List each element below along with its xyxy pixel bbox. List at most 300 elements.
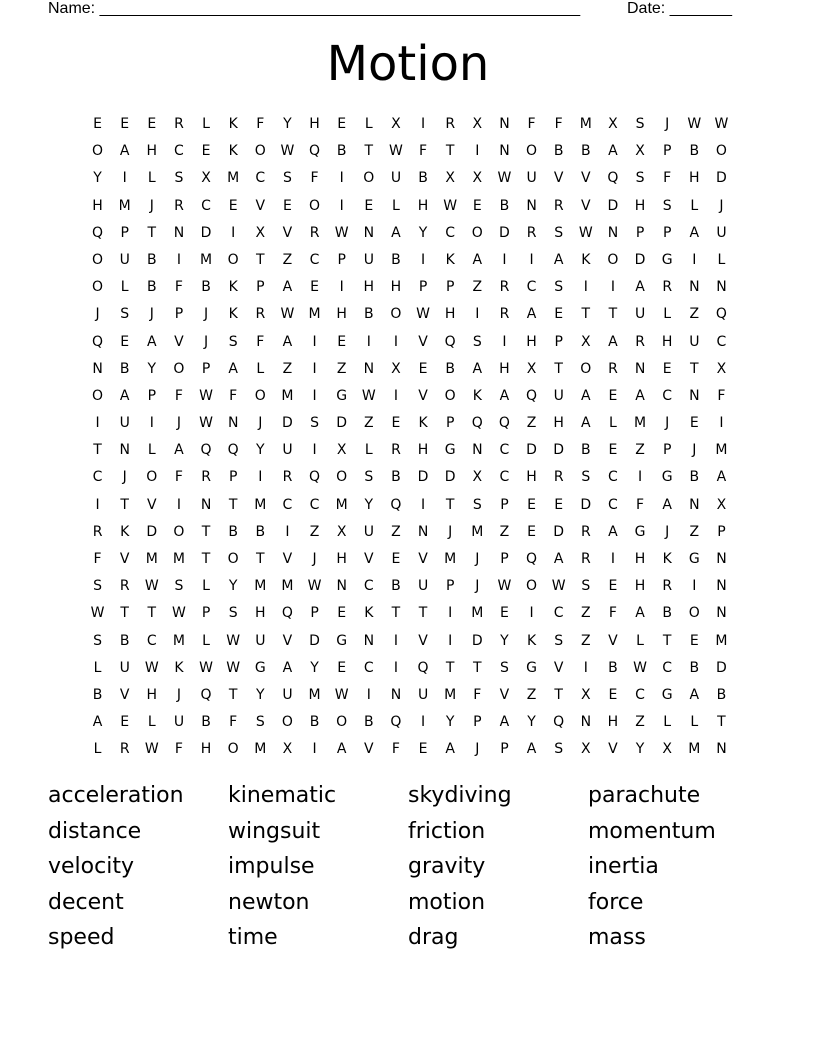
grid-letter: W <box>90 605 105 622</box>
grid-letter: M <box>281 387 294 404</box>
grid-letter: E <box>527 523 536 540</box>
grid-letter: G <box>336 632 348 649</box>
grid-letter: X <box>581 686 591 703</box>
grid-letter: M <box>227 170 240 187</box>
grid-letter: P <box>500 496 509 513</box>
grid-letter: H <box>553 415 564 432</box>
grid-letter: S <box>174 170 184 187</box>
grid-letter: I <box>122 170 127 187</box>
grid-letter: I <box>393 387 398 404</box>
grid-letter: O <box>254 387 266 404</box>
grid-letter: L <box>202 578 210 595</box>
grid-letter: I <box>258 469 263 486</box>
grid-letter: W <box>497 170 512 187</box>
grid-letter: V <box>364 741 374 758</box>
grid-letter: K <box>445 251 455 268</box>
grid-letter: Y <box>635 741 645 758</box>
grid-letter: Z <box>635 714 645 731</box>
grid-letter: S <box>554 632 564 649</box>
grid-letter: R <box>526 224 537 241</box>
grid-letter: W <box>144 578 159 595</box>
grid-letter: P <box>174 306 184 323</box>
grid-letter: F <box>636 496 645 513</box>
grid-letter: E <box>554 306 564 323</box>
grid-letter: P <box>310 605 319 622</box>
grid-letter: Q <box>526 551 538 567</box>
grid-letter: W <box>199 659 213 676</box>
grid-letter: B <box>201 714 211 731</box>
grid-letter: W <box>389 143 403 160</box>
grid-letter: A <box>282 279 293 296</box>
grid-letter: Q <box>281 605 293 622</box>
grid-letter: I <box>420 251 426 268</box>
grid-letter: D <box>526 442 537 459</box>
grid-letter: F <box>717 387 726 404</box>
grid-letter: I <box>475 143 480 160</box>
grid-letter: O <box>92 279 104 296</box>
grid-letter: Q <box>471 415 483 432</box>
grid-letter: C <box>635 686 645 703</box>
grid-letter: I <box>95 496 100 513</box>
grid-letter: I <box>475 306 480 323</box>
grid-letter: H <box>200 741 212 758</box>
grid-letter: N <box>689 279 700 296</box>
grid-letter: P <box>445 578 455 595</box>
grid-letter: C <box>201 197 211 214</box>
grid-letter: N <box>689 387 700 404</box>
word-list-item: momentum <box>588 818 716 844</box>
grid-letter: T <box>473 659 482 676</box>
word-list-item: wingsuit <box>228 818 321 844</box>
grid-letter: R <box>391 442 401 459</box>
grid-letter: R <box>580 523 591 540</box>
grid-row <box>84 196 736 223</box>
grid-letter: T <box>554 360 563 377</box>
grid-letter: L <box>202 632 210 649</box>
grid-letter: W <box>334 686 349 703</box>
grid-letter: A <box>716 469 727 486</box>
grid-letter: E <box>120 714 130 731</box>
grid-letter: V <box>282 632 293 649</box>
grid-letter: J <box>312 551 317 567</box>
grid-row <box>84 250 736 277</box>
grid-letter: C <box>174 143 184 160</box>
grid-letter: Q <box>200 686 212 703</box>
grid-letter: H <box>689 170 700 187</box>
grid-letter: T <box>228 496 238 513</box>
grid-letter: O <box>607 251 619 268</box>
grid-letter: E <box>228 197 238 214</box>
grid-row <box>84 712 736 739</box>
grid-letter: B <box>147 279 157 296</box>
grid-letter: I <box>692 578 697 595</box>
grid-letter: S <box>662 197 672 214</box>
grid-letter: S <box>228 333 238 350</box>
grid-letter: Y <box>283 116 292 132</box>
grid-letter: B <box>689 469 700 486</box>
grid-letter: W <box>226 659 241 676</box>
grid-letter: B <box>499 197 510 214</box>
grid-letter: A <box>391 224 401 241</box>
grid-letter: O <box>309 197 321 214</box>
grid-letter: O <box>227 551 239 567</box>
grid-letter: H <box>390 279 402 296</box>
grid-letter: J <box>475 551 480 567</box>
grid-letter: A <box>608 333 618 350</box>
date-line: Date: _______ <box>627 0 732 17</box>
grid-letter: I <box>529 251 534 268</box>
grid-letter: P <box>201 360 211 377</box>
grid-letter: H <box>146 686 158 703</box>
grid-letter: M <box>118 197 131 214</box>
grid-letter: M <box>281 578 294 595</box>
grid-letter: B <box>364 714 374 731</box>
grid-letter: C <box>309 496 320 513</box>
grid-letter: A <box>282 659 293 676</box>
grid-letter: O <box>363 170 375 187</box>
grid-letter: H <box>146 143 158 160</box>
grid-letter: X <box>472 116 483 132</box>
word-list-item: mass <box>588 925 646 951</box>
grid-letter: P <box>473 714 482 731</box>
grid-letter: X <box>336 523 347 540</box>
grid-letter: H <box>255 605 266 622</box>
grid-letter: O <box>715 143 727 160</box>
grid-letter: A <box>635 605 645 622</box>
grid-row <box>84 114 736 141</box>
grid-letter: E <box>608 387 618 404</box>
grid-letter: I <box>448 632 453 649</box>
grid-letter: O <box>580 360 592 377</box>
grid-letter: W <box>633 659 647 676</box>
grid-letter: U <box>255 632 266 649</box>
grid-letter: B <box>553 143 564 160</box>
word-list <box>48 780 768 958</box>
grid-letter: I <box>285 523 290 540</box>
grid-letter: M <box>471 523 484 540</box>
grid-letter: J <box>665 415 670 432</box>
grid-letter: N <box>417 523 429 540</box>
grid-row <box>84 332 736 359</box>
grid-row <box>84 304 736 331</box>
grid-letter: B <box>336 143 347 160</box>
grid-letter: S <box>581 578 591 595</box>
grid-letter: Z <box>282 360 293 377</box>
grid-letter: Z <box>309 523 320 540</box>
grid-letter: B <box>391 469 401 486</box>
grid-letter: S <box>635 170 645 187</box>
grid-row <box>84 631 736 658</box>
grid-letter: I <box>502 333 507 350</box>
grid-letter: B <box>581 442 591 459</box>
word-list-item: distance <box>48 818 142 844</box>
grid-letter: M <box>308 306 321 323</box>
grid-letter: U <box>716 224 727 241</box>
grid-letter: I <box>176 251 181 268</box>
grid-letter: N <box>716 279 727 296</box>
grid-letter: M <box>145 551 158 567</box>
grid-letter: Z <box>689 306 700 323</box>
grid-letter: J <box>665 523 670 540</box>
grid-letter: N <box>689 496 700 513</box>
grid-letter: C <box>363 659 374 676</box>
grid-letter: O <box>688 605 700 622</box>
grid-letter: E <box>283 197 292 214</box>
grid-letter: T <box>120 496 129 513</box>
grid-letter: Y <box>418 224 428 241</box>
grid-letter: L <box>717 251 726 268</box>
grid-letter: W <box>199 387 213 404</box>
word-list-item: impulse <box>228 854 315 880</box>
grid-letter: I <box>339 170 344 187</box>
grid-letter: T <box>147 605 157 622</box>
grid-letter: G <box>444 442 456 459</box>
grid-letter: J <box>149 306 154 323</box>
grid-letter: Q <box>309 143 321 160</box>
grid-letter: Q <box>607 170 619 187</box>
grid-letter: Z <box>581 632 591 649</box>
grid-letter: F <box>256 116 265 132</box>
grid-letter: D <box>146 523 158 540</box>
grid-letter: V <box>553 659 564 676</box>
grid-letter: I <box>719 415 724 432</box>
grid-letter: V <box>255 197 266 214</box>
grid-letter: N <box>92 360 103 377</box>
grid-letter: W <box>226 632 241 649</box>
grid-letter: K <box>228 306 238 323</box>
grid-letter: E <box>364 197 374 214</box>
grid-letter: R <box>201 469 211 486</box>
grid-letter: K <box>662 551 672 567</box>
grid-letter: V <box>581 170 591 187</box>
grid-letter: F <box>174 279 183 296</box>
grid-letter: L <box>147 714 156 731</box>
grid-letter: J <box>122 469 127 486</box>
grid-letter: P <box>337 251 346 268</box>
grid-letter: H <box>417 442 429 459</box>
grid-letter: P <box>256 279 265 296</box>
grid-letter: F <box>310 170 319 187</box>
grid-letter: Z <box>391 523 401 540</box>
grid-letter: P <box>445 415 455 432</box>
grid-letter: E <box>337 116 347 132</box>
grid-letter: O <box>336 469 348 486</box>
grid-letter: T <box>690 360 699 377</box>
grid-letter: U <box>634 306 646 323</box>
grid-letter: R <box>174 197 184 214</box>
grid-letter: N <box>227 415 239 432</box>
grid-letter: G <box>254 659 266 676</box>
word-list-item: friction <box>408 818 486 844</box>
grid-letter: I <box>502 251 507 268</box>
grid-letter: I <box>610 551 615 567</box>
grid-letter: L <box>120 279 129 296</box>
grid-letter: W <box>551 578 566 595</box>
grid-letter: H <box>634 197 646 214</box>
grid-letter: H <box>336 306 347 323</box>
grid-letter: U <box>173 714 185 731</box>
grid-letter: C <box>662 659 673 676</box>
grid-letter: X <box>608 116 618 132</box>
grid-letter: O <box>146 469 158 486</box>
grid-letter: V <box>608 741 618 758</box>
grid-letter: E <box>120 116 130 132</box>
grid-letter: U <box>417 578 429 595</box>
grid-letter: A <box>689 686 700 703</box>
grid-letter: B <box>228 523 238 540</box>
word-list-item: velocity <box>48 854 134 880</box>
grid-letter: W <box>307 578 322 595</box>
word-list-item: acceleration <box>48 783 184 808</box>
grid-letter: T <box>120 605 129 622</box>
grid-letter: I <box>420 496 426 513</box>
grid-letter: X <box>336 442 347 459</box>
word-list-item: force <box>588 889 644 915</box>
word-list-item: skydiving <box>408 783 512 808</box>
grid-letter: R <box>635 333 645 350</box>
grid-letter: B <box>445 360 455 377</box>
grid-letter: A <box>581 415 591 432</box>
grid-letter: P <box>201 605 211 622</box>
grid-letter: Q <box>553 714 565 731</box>
grid-letter: I <box>231 224 236 241</box>
grid-letter: F <box>419 143 428 160</box>
grid-letter: I <box>366 686 371 703</box>
grid-letter: X <box>472 170 483 187</box>
grid-letter: O <box>281 714 293 731</box>
grid-letter: S <box>554 224 564 241</box>
grid-letter: A <box>635 279 645 296</box>
grid-letter: R <box>662 578 673 595</box>
grid-letter: T <box>608 306 618 323</box>
grid-letter: J <box>258 415 263 432</box>
grid-letter: W <box>714 116 729 132</box>
grid-letter: N <box>716 605 727 622</box>
grid-letter: G <box>661 469 673 486</box>
grid-letter: T <box>445 143 455 160</box>
grid-letter: K <box>228 143 238 160</box>
grid-letter: V <box>282 224 293 241</box>
grid-letter: W <box>443 197 458 214</box>
grid-letter: T <box>201 523 211 540</box>
grid-letter: O <box>173 523 185 540</box>
grid-letter: X <box>581 333 591 350</box>
grid-letter: A <box>499 714 510 731</box>
word-list-item: newton <box>228 889 310 915</box>
grid-letter: W <box>199 415 213 432</box>
word-list-item: speed <box>48 925 115 951</box>
grid-letter: D <box>716 659 727 676</box>
grid-letter: X <box>391 360 401 377</box>
grid-letter: T <box>418 605 428 622</box>
grid-letter: T <box>662 632 672 649</box>
grid-letter: A <box>119 387 130 404</box>
grid-letter: I <box>312 333 317 350</box>
grid-letter: F <box>663 170 672 187</box>
grid-letter: B <box>716 686 727 703</box>
grid-letter: V <box>174 333 184 350</box>
grid-letter: O <box>390 306 402 323</box>
grid-letter: M <box>715 442 728 459</box>
grid-letter: I <box>312 360 317 377</box>
grid-letter: E <box>527 496 536 513</box>
grid-letter: R <box>92 523 103 540</box>
grid-letter: A <box>553 251 564 268</box>
grid-letter: W <box>280 143 295 160</box>
grid-letter: M <box>172 551 185 567</box>
grid-letter: J <box>719 197 724 214</box>
grid-letter: Z <box>526 415 537 432</box>
grid-letter: P <box>662 143 672 160</box>
grid-letter: I <box>692 251 697 268</box>
grid-letter: O <box>444 387 456 404</box>
grid-letter: X <box>662 741 672 758</box>
grid-letter: S <box>581 469 591 486</box>
grid-letter: N <box>607 224 619 241</box>
grid-letter: Q <box>498 415 510 432</box>
grid-letter: I <box>393 333 398 350</box>
grid-letter: W <box>361 387 376 404</box>
grid-letter: N <box>390 686 402 703</box>
grid-letter: L <box>93 741 102 758</box>
grid-letter: A <box>174 442 184 459</box>
grid-letter: K <box>364 605 374 622</box>
grid-letter: F <box>554 116 563 132</box>
grid-letter: J <box>203 333 209 350</box>
grid-letter: O <box>227 741 239 758</box>
grid-letter: Q <box>715 306 727 323</box>
grid-letter: V <box>608 632 618 649</box>
grid-letter: G <box>661 251 673 268</box>
grid-letter: O <box>92 387 104 404</box>
grid-letter: P <box>418 279 428 296</box>
grid-letter: H <box>634 551 646 567</box>
grid-letter: T <box>717 714 726 731</box>
grid-letter: Y <box>445 714 455 731</box>
grid-letter: M <box>254 741 267 758</box>
grid-row <box>84 522 736 549</box>
grid-letter: H <box>661 333 673 350</box>
grid-letter: E <box>337 333 347 350</box>
grid-letter: X <box>445 170 455 187</box>
grid-letter: F <box>391 741 400 758</box>
grid-letter: X <box>201 170 211 187</box>
grid-letter: B <box>92 686 103 703</box>
grid-letter: L <box>256 360 265 377</box>
grid-letter: I <box>448 605 453 622</box>
grid-letter: E <box>391 415 401 432</box>
grid-letter: B <box>581 143 591 160</box>
grid-letter: P <box>662 224 672 241</box>
grid-row <box>84 658 736 685</box>
grid-letter: Q <box>390 496 402 513</box>
grid-row <box>84 467 736 494</box>
grid-letter: T <box>147 224 157 241</box>
grid-letter: D <box>499 224 510 241</box>
grid-letter: C <box>146 632 157 649</box>
grid-letter: Z <box>282 251 293 268</box>
grid-letter: Y <box>256 686 265 703</box>
grid-letter: G <box>526 659 537 676</box>
grid-letter: F <box>256 333 265 350</box>
grid-letter: Y <box>310 659 319 676</box>
grid-letter: O <box>254 143 266 160</box>
grid-letter: D <box>716 170 727 187</box>
grid-letter: S <box>310 415 319 432</box>
grid-letter: W <box>578 224 593 241</box>
grid-letter: A <box>119 143 130 160</box>
grid-letter: P <box>662 442 672 459</box>
